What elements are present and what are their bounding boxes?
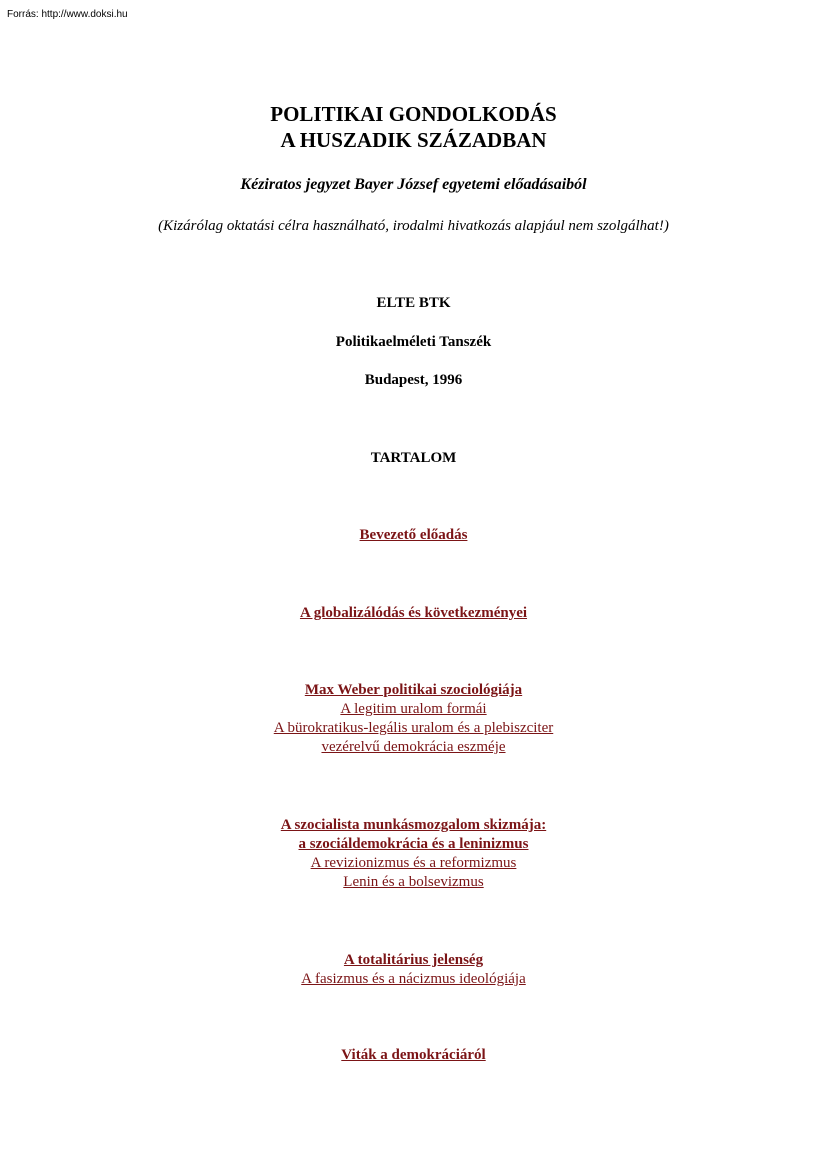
toc-link-bureaucratic-rule-2[interactable]: vezérelvű demokrácia eszméje [321,739,506,755]
department: Politikaelméleti Tanszék [335,334,492,350]
toc-link-fascism[interactable]: A fasizmus és a nácizmus ideológiája [301,971,526,987]
source-url: Forrás: http://www.doksi.hu [7,9,128,20]
institution: ELTE BTK [376,295,451,311]
toc-entry-intro [0,526,827,545]
toc-link-schism-2[interactable]: a szociáldemokrácia és a leninizmus [298,836,529,852]
toc-link-weber[interactable]: Max Weber politikai szociológiája [304,682,523,698]
document-title [0,101,827,153]
toc-link-democracy[interactable]: Viták a demokráciáról [341,1047,486,1063]
document-subtitle: Kéziratos jegyzet Bayer József egyetemi előadásaiból [240,176,587,193]
toc-link-lenin[interactable]: Lenin és a bolsevizmus [343,874,484,890]
toc-entry-schism [0,816,827,892]
toc-link-bureaucratic-rule-1[interactable]: A bürokratikus-legális uralom és a plebiszciter [273,720,554,736]
toc-link-globalization[interactable]: A globalizálódás és következményei [299,605,528,621]
toc-entry-globalization [0,604,827,623]
toc-heading: TARTALOM [370,450,457,466]
toc-link-totalitarian[interactable]: A totalitárius jelenség [343,952,484,968]
title-line-1: POLITIKAI GONDOLKODÁS [270,102,557,126]
usage-notice: (Kizárólag oktatási célra használható, irodalmi hivatkozás alapjául nem szolgálhat!) [158,218,669,234]
toc-link-intro[interactable]: Bevezető előadás [359,527,468,543]
title-line-2: A HUSZADIK SZÁZADBAN [280,128,547,152]
toc-entry-weber [0,681,827,757]
place-date: Budapest, 1996 [364,372,463,388]
toc-link-legitimate-rule[interactable]: A legitim uralom formái [340,701,487,717]
toc-entry-democracy [0,1046,827,1065]
toc-entry-totalitarian [0,951,827,989]
toc-link-revisionism[interactable]: A revizionizmus és a reformizmus [310,855,517,871]
toc-link-schism-1[interactable]: A szocialista munkásmozgalom skizmája: [280,817,547,833]
